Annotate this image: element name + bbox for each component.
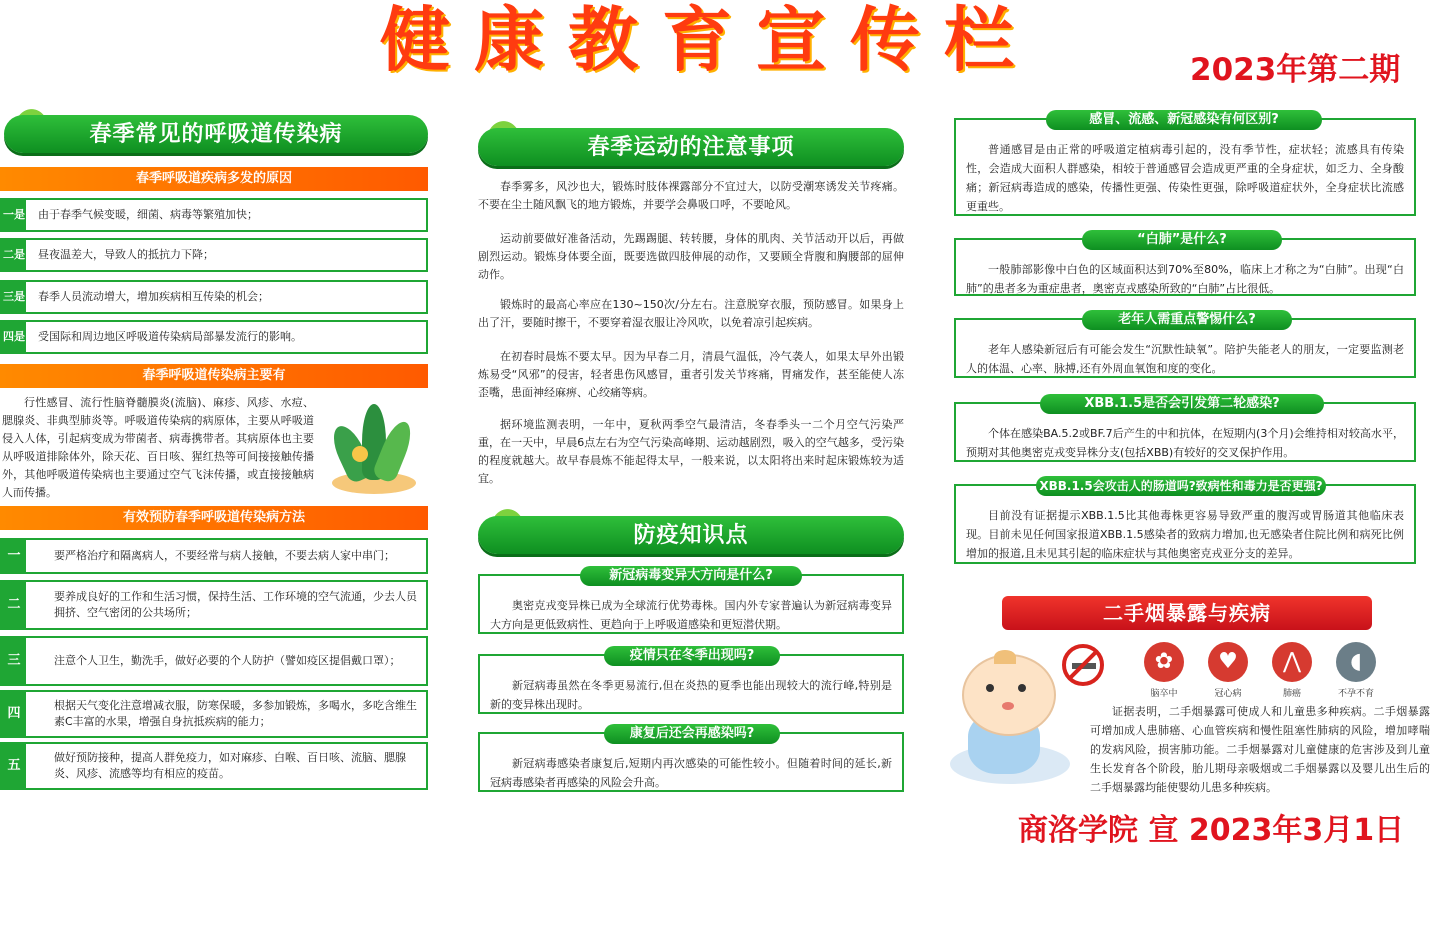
brain-icon: ✿: [1144, 642, 1184, 682]
prevention-number: 三: [2, 638, 26, 684]
exercise-paragraph: 运动前要做好准备活动，先踢踢腿、转转腰，身体的肌肉、关节活动开以后，再做剧烈运动。锻炼身体要全面，既要选做四肢伸展的动作，又要顾全背腹和胸腰部的屈伸动作。: [478, 232, 904, 281]
prevention-text: 根据天气变化注意增减衣服，防寒保暖，多参加锻炼，多喝水，多吃含维生素C丰富的水果，增强自身抗抵疾病的能力；: [54, 699, 417, 728]
organ-label: 不孕不育: [1337, 689, 1374, 699]
issue-number: 2023年第二期: [1190, 52, 1401, 88]
baby-illustration: [940, 650, 1080, 790]
causes-heading: 春季呼吸道疾病多发的原因: [0, 167, 428, 191]
cause-number: 三是: [2, 282, 26, 312]
prevention-text: 要严格治疗和隔离病人，不要经常与病人接触，不要去病人家中串门；: [54, 549, 395, 562]
cause-number: 一是: [2, 200, 26, 230]
organ-label: 肺癌: [1282, 689, 1301, 699]
organ-label: 冠心病: [1214, 689, 1242, 699]
epidemic-box: 新冠病毒感染者康复后,短期内再次感染的可能性较小。但随着时间的延长,新冠病毒感染者再感染的风险会升高。: [478, 732, 904, 792]
faq-box-tag: “白肺”是什么?: [1082, 230, 1282, 250]
lungs-icon: ⋀: [1272, 642, 1312, 682]
exercise-title: 春季运动的注意事项: [478, 128, 904, 166]
prevention-row: [0, 742, 428, 790]
epidemic-title: 防疫知识点: [478, 516, 904, 554]
epidemic-box-tag: 新冠病毒变异大方向是什么?: [580, 566, 802, 586]
cause-row: [0, 320, 428, 354]
left-section-title: 春季常见的呼吸道传染病: [4, 115, 428, 153]
cause-number: 四是: [2, 322, 26, 352]
faq-box-tag: XBB.1.5是否会引发第二轮感染?: [1040, 394, 1324, 414]
plant-illustration: [322, 394, 426, 498]
heart-icon: ♥: [1208, 642, 1248, 682]
exercise-paragraph: 据环境监测表明，一年中，夏秋两季空气最清洁，冬春季头一二个月空气污染严重，在一天中，早晨6点左右为空气污染高峰期、运动越剧烈，吸入的空气越多，受污染的程度就越大。故早春晨炼不能起得太早，一般来说，以太阳将出来时起床锻炼较为适宜。: [478, 418, 904, 485]
prevention-row: [0, 580, 428, 630]
cause-text: 春季人员流动增大，增加疾病相互传染的机会；: [38, 290, 269, 303]
epidemic-box: 新冠病毒虽然在冬季更易流行,但在炎热的夏季也能出现较大的流行峰,特别是新的变异株出现时。: [478, 654, 904, 714]
epidemic-box-tag: 康复后还会再感染吗?: [604, 724, 780, 744]
faq-box: 个体在感染BA.5.2或BF.7后产生的中和抗体，在短期内(3个月)会维持相对较高水平，预期对其他奥密克戎变异株分支(包括XBB)有较好的交叉保护作用。: [954, 402, 1416, 462]
prevention-row: [0, 690, 428, 738]
footer-credit: 商洛学院 宣 2023年3月1日: [1018, 813, 1405, 848]
poster-title: 健康教育宣传栏: [380, 0, 1038, 81]
smoking-text: 证据表明，二手烟暴露可使成人和儿童患多种疾病。二手烟暴露可增加成人患肺癌、心血管疾病和慢性阻塞性肺病的风险，增加哮喘的发病风险，损害肺功能。二手烟暴露对儿童健康的危害涉及到儿童生长发育各个阶段，胎儿期母亲吸烟或二手烟暴露以及婴儿出生后的二手烟暴露均能使婴幼儿患多种疾病。: [1090, 705, 1430, 794]
faq-box: 老年人感染新冠后有可能会发生“沉默性缺氧”。陪护失能老人的朋友，一定要监测老人的体温、心率、脉搏,还有外周血氧饱和度的变化。: [954, 318, 1416, 378]
faq-box-tag: XBB.1.5会攻击人的肠道吗?致病性和毒力是否更强?: [1036, 476, 1326, 496]
cause-row: [0, 198, 428, 232]
prevention-row: [0, 538, 428, 574]
faq-box-tag: 老年人需重点警惕什么?: [1082, 310, 1292, 330]
prevention-number: 四: [2, 692, 26, 736]
prevention-number: 二: [2, 582, 26, 628]
prevention-text: 注意个人卫生，勤洗手，做好必要的个人防护（譬如疫区提倡戴口罩）；: [54, 654, 401, 667]
epidemic-box-tag: 疫情只在冬季出现吗?: [604, 646, 780, 666]
cause-text: 受国际和周边地区呼吸道传染病局部暴发流行的影响。: [38, 330, 302, 343]
cause-row: [0, 238, 428, 272]
epidemic-box: 奥密克戎变异株已成为全球流行优势毒株。国内外专家普遍认为新冠病毒变异大方向是更低致病性、更趋向于上呼吸道感染和更短潜伏期。: [478, 574, 904, 634]
prevention-number: 五: [2, 744, 26, 788]
kidney-icon: ◖: [1336, 642, 1376, 682]
organ-label: 脑卒中: [1150, 689, 1178, 699]
prevention-row: [0, 636, 428, 686]
cause-row: [0, 280, 428, 314]
cause-text: 由于春季气候变暖，细菌、病毒等繁殖加快；: [38, 208, 258, 221]
cause-text: 昼夜温差大，导致人的抵抗力下降；: [38, 248, 214, 261]
prevention-number: 一: [2, 540, 26, 572]
exercise-paragraph: 春季雾多，风沙也大，锻炼时肢体裸露部分不宜过大，以防受潮寒诱发关节疼痛。不要在尘土随风飘飞的地方锻炼，并要学会鼻吸口呼，不要呛风。: [478, 180, 904, 211]
prevention-text: 做好预防接种，提高人群免疫力，如对麻疹、白喉、百日咳、流脑、腮腺炎、风疹、流感等均有相应的疫苗。: [54, 751, 406, 780]
exercise-paragraph: 在初春时晨炼不要太早。因为早春二月，清晨气温低，冷气袭人，如果太早外出锻炼易受“风邪”的侵害，轻者患伤风感冒，重者引发关节疼痛，胃痛发作，甚至能使人冻歪嘴，患面神经麻痹、心绞痛等病。: [478, 350, 904, 399]
smoking-title: 二手烟暴露与疾病: [1002, 596, 1372, 630]
faq-box-tag: 感冒、流感、新冠感染有何区别?: [1046, 110, 1322, 130]
diseases-text: 行性感冒、流行性脑脊髓膜炎(流脑)、麻疹、风疹、水痘、腮腺炎、非典型肺炎等。呼吸道传染病的病原体，主要从呼吸道侵入人体，引起病变成为带菌者、病毒携带者。其病原体也主要从呼吸道排除体外，除天花、百日咳、猩红热等可间接接触传播外，其他呼吸道传染病也主要通过空气飞沫传播，或直接接触病人而传播。: [2, 396, 314, 499]
prevention-text: 要养成良好的工作和生活习惯，保持生活、工作环境的空气流通，少去人员拥挤、空气密闭的公共场所；: [54, 590, 417, 619]
faq-box: 普通感冒是由正常的呼吸道定植病毒引起的，没有季节性，症状轻；流感具有传染性，会造成大面积人群感染，相较于普通感冒会造成更严重的全身症状，如乏力、全身酸痛；新冠病毒造成的感染，传播性更强、传染性更强，除呼吸道症状外，全身症状比流感更重些。: [954, 118, 1416, 216]
cause-number: 二是: [2, 240, 26, 270]
faq-box: 目前没有证据提示XBB.1.5比其他毒株更容易导致严重的腹泻或胃肠道其他临床表现。目前未见任何国家报道XBB.1.5感染者的致病力增加,也无感染者住院比例和病死比例增加的报道,且未见其引起的临床症状与其他奥密克戎亚分支的差异。: [954, 484, 1416, 564]
exercise-paragraph: 锻炼时的最高心率应在130~150次/分左右。注意脱穿衣服，预防感冒。如果身上出了汗，要随时擦干，不要穿着湿衣服让冷风吹，以免着凉引起疾病。: [478, 298, 904, 329]
faq-box: 一般肺部影像中白色的区域面积达到70%至80%，临床上才称之为“白肺”。出现“白肺”的患者多为重症患者，奥密克戎感染所致的“白肺”占比很低。: [954, 238, 1416, 296]
prevention-heading: 有效预防春季呼吸道传染病方法: [0, 506, 428, 530]
diseases-heading: 春季呼吸道传染病主要有: [0, 364, 428, 388]
